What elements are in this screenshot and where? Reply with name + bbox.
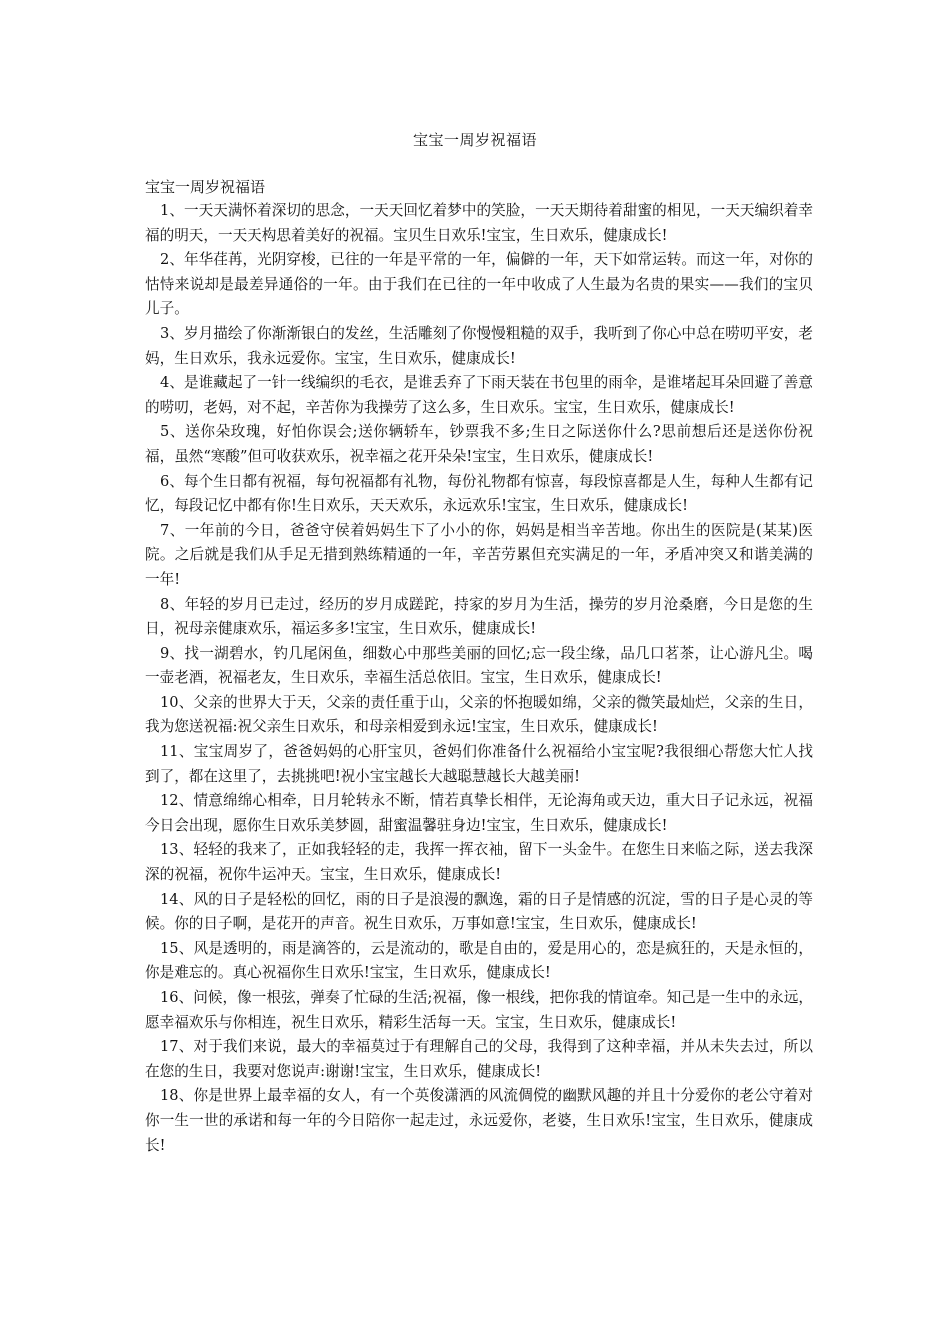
blessing-paragraph-1: 1、一天天满怀着深切的思念，一天天回忆着梦中的笑脸，一天天期待着甜蜜的相见，一天天编织着幸福的明天，一天天构思着美好的祝福。宝贝生日欢乐!宝宝，生日欢乐，健康成长! (145, 202, 813, 244)
blessing-paragraph-5: 5、送你朵玫瑰，好怕你误会;送你辆轿车，钞票我不多;生日之际送你什么?思前想后还是送你份祝福，虽然“寒酸”但可收获欢乐，祝幸福之花开朵朵!宝宝，生日欢乐，健康成长! (145, 423, 813, 465)
blessing-paragraph-3: 3、岁月描绘了你渐渐银白的发丝，生活雕刻了你慢慢粗糙的双手，我听到了你心中总在唠叨平安，老妈，生日欢乐，我永远爱你。宝宝，生日欢乐，健康成长! (145, 324, 813, 367)
blessing-paragraph-8: 8、年轻的岁月已走过，经历的岁月成蹉跎，持家的岁月为生活，操劳的岁月沧桑磨，今日是您的生日，祝母亲健康欢乐，福运多多!宝宝，生日欢乐，健康成长! (145, 595, 813, 638)
blessing-paragraph-10: 10、父亲的世界大于天，父亲的责任重于山，父亲的怀抱暖如绵，父亲的微笑最灿烂，父亲的生日，我为您送祝福:祝父亲生日欢乐，和母亲相爱到永远!宝宝，生日欢乐，健康成长! (145, 693, 813, 736)
blessing-paragraph-4: 4、是谁藏起了一针一线编织的毛衣，是谁丢弃了下雨天装在书包里的雨伞，是谁堵起耳朵回避了善意的唠叨，老妈，对不起，辛苦你为我操劳了这么多，生日欢乐。宝宝，生日欢乐，健康成长! (145, 374, 813, 416)
blessing-paragraph-18: 18、你是世界上最幸福的女人，有一个英俊潇洒的风流倜傥的幽默风趣的并且十分爱你的老公守着对你一生一世的承诺和每一年的今日陪你一起走过，永远爱你，老婆，生日欢乐!宝宝，生日欢乐，健康成长! (145, 1087, 813, 1154)
blessing-paragraph-14: 14、风的日子是轻松的回忆，雨的日子是浪漫的飘逸，霜的日子是情感的沉淀，雪的日子是心灵的等候。你的日子啊，是花开的声音。祝生日欢乐，万事如意!宝宝，生日欢乐，健康成长! (145, 890, 813, 933)
blessing-paragraph-7: 7、一年前的今日，爸爸守侯着妈妈生下了小小的你，妈妈是相当辛苦地。你出生的医院是(某某)医院。之后就是我们从手足无措到熟练精通的一年，辛苦劳累但充实满足的一年，矛盾冲突又和谐美满的一年! (145, 521, 813, 588)
blessing-paragraph-9: 9、找一湖碧水，钓几尾闲鱼，细数心中那些美丽的回忆;忘一段尘缘，品几口茗茶，让心游凡尘。喝一壶老酒，祝福老友，生日欢乐，幸福生活总依旧。宝宝，生日欢乐，健康成长! (145, 644, 813, 687)
blessing-paragraph-6: 6、每个生日都有祝福，每句祝福都有礼物，每份礼物都有惊喜，每段惊喜都是人生，每种人生都有记忆，每段记忆中都有你!生日欢乐，天天欢乐，永远欢乐!宝宝，生日欢乐，健康成长! (145, 472, 813, 515)
section-heading: 宝宝一周岁祝福语 (145, 178, 266, 196)
blessing-paragraph-16: 16、问候，像一根弦，弹奏了忙碌的生活;祝福，像一根线，把你我的情谊牵。知己是一生中的永远，愿幸福欢乐与你相连，祝生日欢乐，精彩生活每一天。宝宝，生日欢乐，健康成长! (145, 989, 813, 1031)
document-title: 宝宝一周岁祝福语 (412, 131, 537, 149)
blessing-paragraph-17: 17、对于我们来说，最大的幸福莫过于有理解自己的父母，我得到了这种幸福，并从未失去过，所以在您的生日，我要对您说声:谢谢!宝宝，生日欢乐，健康成长! (145, 1038, 813, 1080)
blessing-paragraph-2: 2、年华荏苒，光阴穿梭，已往的一年是平常的一年，偏僻的一年，天下如常运转。而这一年，对你的怙恃来说却是最差异通俗的一年。由于我们在已往的一年中收成了人生最为名贵的果实——我们的宝贝儿子。 (145, 251, 813, 318)
document-body (145, 175, 813, 1158)
blessing-paragraph-13: 13、轻轻的我来了，正如我轻轻的走，我挥一挥衣袖，留下一头金牛。在您生日来临之际，送去我深深的祝福，祝你牛运冲天。宝宝，生日欢乐，健康成长! (145, 841, 813, 884)
blessing-paragraph-12: 12、情意绵绵心相牵，日月轮转永不断，情若真挚长相伴，无论海角或天边，重大日子记永远，祝福今日会出现，愿你生日欢乐美梦圆，甜蜜温馨驻身边!宝宝，生日欢乐，健康成长! (145, 792, 813, 834)
blessing-paragraph-15: 15、风是透明的，雨是滴答的，云是流动的，歌是自由的，爱是用心的，恋是疯狂的，天是永恒的，你是难忘的。真心祝福你生日欢乐!宝宝，生日欢乐，健康成长! (145, 939, 813, 982)
blessing-paragraph-11: 11、宝宝周岁了，爸爸妈妈的心肝宝贝，爸妈们你准备什么祝福给小宝宝呢?我很细心帮您大忙人找到了，都在这里了，去挑挑吧!祝小宝宝越长大越聪慧越长大越美丽! (145, 743, 813, 785)
